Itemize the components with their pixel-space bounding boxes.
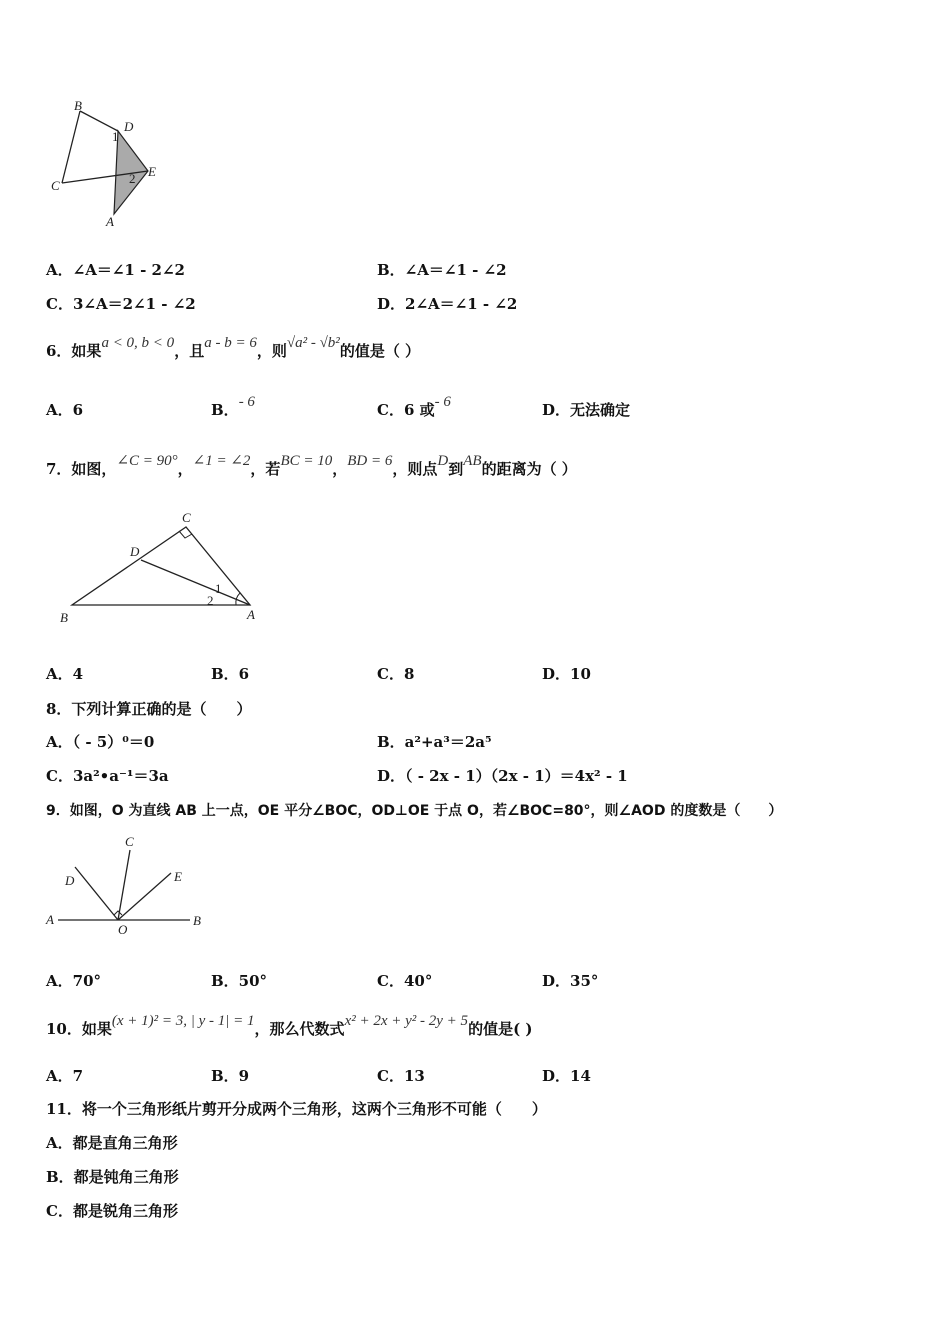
q7-segment-ab: AB bbox=[463, 453, 482, 469]
q5-label-e: E bbox=[148, 164, 156, 179]
q5-label-a: A bbox=[106, 214, 114, 229]
q6-option-b[interactable] bbox=[211, 394, 255, 421]
q7-condition-bc: BC = 10 bbox=[280, 453, 333, 469]
q9-stem: 9．如图，O 为直线 AB 上一点，OE 平分∠BOC，OD⊥OE 于点 O，若∠BOC=80°，则∠AOD 的度数是（ ） bbox=[46, 803, 783, 819]
q7-mid-1: ，若 bbox=[250, 460, 281, 478]
q5-option-a[interactable]: A．∠A＝∠1 - 2∠2 bbox=[46, 261, 185, 279]
q5-label-2: 2 bbox=[129, 171, 136, 186]
q9-option-b[interactable]: B．50° bbox=[211, 972, 268, 990]
q6-option-c[interactable] bbox=[377, 394, 451, 421]
q7-option-a[interactable]: A．4 bbox=[46, 665, 84, 683]
q7-option-c[interactable]: C．8 bbox=[377, 665, 415, 683]
q7-label-1: 1 bbox=[215, 581, 222, 596]
q5-option-c[interactable]: C．3∠A＝2∠1 - ∠2 bbox=[46, 295, 196, 313]
q6-option-b-label: B． bbox=[211, 401, 239, 419]
q10-option-b[interactable]: B．9 bbox=[211, 1067, 250, 1085]
q5-label-b: B bbox=[74, 98, 82, 113]
q6-mid-2: ，则 bbox=[256, 342, 287, 360]
q9-label-o: O bbox=[118, 922, 128, 937]
q7-stem bbox=[46, 453, 577, 480]
q7-figure bbox=[50, 505, 270, 630]
q10-expression: x² + 2x + y² - 2y + 5 bbox=[344, 1013, 469, 1029]
q9-option-d[interactable]: D．35° bbox=[542, 972, 599, 990]
q8-option-d[interactable]: D．（ - 2x - 1）（2x - 1）＝4x² - 1 bbox=[377, 767, 628, 785]
q6-condition-1: a < 0, b < 0 bbox=[101, 335, 175, 351]
q9-ray-oc bbox=[118, 850, 130, 920]
q5-label-d: D bbox=[124, 119, 134, 134]
q7-point-d: D bbox=[437, 453, 449, 469]
q10-option-c[interactable]: C．13 bbox=[377, 1067, 425, 1085]
q6-expression: √a² - √b² bbox=[286, 335, 340, 351]
q7-suffix: 的距离为（ ） bbox=[481, 460, 577, 478]
q5-label-c: C bbox=[51, 178, 60, 193]
q11-option-a[interactable]: A．都是直角三角形 bbox=[46, 1134, 178, 1152]
q9-ray-od bbox=[75, 867, 118, 920]
q5-option-b[interactable]: B．∠A＝∠1 - ∠2 bbox=[377, 261, 507, 279]
q10-prefix: 10．如果 bbox=[46, 1020, 112, 1038]
q6-suffix: 的值是（ ） bbox=[339, 342, 421, 360]
q6-option-c-value: - 6 bbox=[434, 394, 451, 410]
q10-suffix: 的值是( ) bbox=[468, 1020, 533, 1038]
q7-condition-angles: ∠1 = ∠2 bbox=[192, 453, 251, 469]
q10-option-d[interactable]: D．14 bbox=[542, 1067, 591, 1085]
q7-segment-ad bbox=[141, 560, 250, 605]
q7-prefix: 7．如图， bbox=[46, 460, 117, 478]
q7-condition-angle-c: ∠C = 90° bbox=[116, 453, 178, 469]
q6-option-b-value: - 6 bbox=[238, 394, 255, 410]
q7-condition-bd: BD = 6 bbox=[347, 453, 393, 469]
q7-mid-3: 到 bbox=[448, 460, 464, 478]
q6-option-c-label: C．6 或 bbox=[377, 401, 435, 419]
q11-stem: 11．将一个三角形纸片剪开分成两个三角形，这两个三角形不可能（ ） bbox=[46, 1100, 547, 1118]
q11-option-c[interactable]: C．都是锐角三角形 bbox=[46, 1202, 178, 1220]
q7-option-b[interactable]: B．6 bbox=[211, 665, 250, 683]
q6-condition-2: a - b = 6 bbox=[204, 335, 257, 351]
q6-option-a[interactable]: A．6 bbox=[46, 401, 84, 419]
q6-option-d[interactable]: D．无法确定 bbox=[542, 401, 631, 419]
q9-label-c: C bbox=[125, 834, 134, 849]
q10-mid: ，那么代数式 bbox=[254, 1020, 345, 1038]
q5-segment-bd bbox=[80, 111, 118, 131]
q7-sep-1: ， bbox=[177, 460, 193, 478]
q10-condition: (x + 1)² = 3, | y - 1| = 1 bbox=[111, 1013, 255, 1029]
q6-prefix: 6．如果 bbox=[46, 342, 102, 360]
q9-label-a: A bbox=[46, 912, 54, 927]
q9-label-e: E bbox=[174, 869, 182, 884]
q11-option-b[interactable]: B．都是钝角三角形 bbox=[46, 1168, 179, 1186]
q5-option-d[interactable]: D．2∠A＝∠1 - ∠2 bbox=[377, 295, 518, 313]
q8-option-c[interactable]: C．3a²•a⁻¹＝3a bbox=[46, 767, 169, 785]
q10-option-a[interactable]: A．7 bbox=[46, 1067, 84, 1085]
q8-option-b[interactable]: B．a²+a³＝2a⁵ bbox=[377, 733, 492, 751]
q7-label-b: B bbox=[60, 610, 68, 625]
q9-ray-oe bbox=[118, 873, 171, 920]
q6-mid-1: ，且 bbox=[174, 342, 205, 360]
q7-label-2: 2 bbox=[207, 593, 214, 608]
q9-option-a[interactable]: A．70° bbox=[46, 972, 102, 990]
q5-segment-bc bbox=[62, 111, 80, 183]
q7-angle-arc bbox=[236, 593, 240, 605]
q10-stem bbox=[46, 1013, 533, 1040]
q8-option-a[interactable]: A．（ - 5）⁰＝0 bbox=[46, 733, 155, 751]
q9-right-angle-mark bbox=[114, 911, 122, 915]
q8-stem: 8．下列计算正确的是（ ） bbox=[46, 700, 252, 718]
q5-figure bbox=[40, 98, 170, 233]
q9-option-c[interactable]: C．40° bbox=[377, 972, 433, 990]
q9-figure bbox=[40, 830, 210, 940]
q7-label-a: A bbox=[247, 607, 255, 622]
q9-label-d: D bbox=[65, 873, 75, 888]
q7-label-d: D bbox=[130, 544, 140, 559]
q7-sep-2: ， bbox=[332, 460, 348, 478]
q7-label-c: C bbox=[182, 510, 191, 525]
q5-label-1: 1 bbox=[112, 129, 119, 144]
q9-label-b: B bbox=[193, 913, 201, 928]
q6-stem bbox=[46, 335, 421, 362]
q7-option-d[interactable]: D．10 bbox=[542, 665, 591, 683]
q7-mid-2: ，则点 bbox=[392, 460, 438, 478]
